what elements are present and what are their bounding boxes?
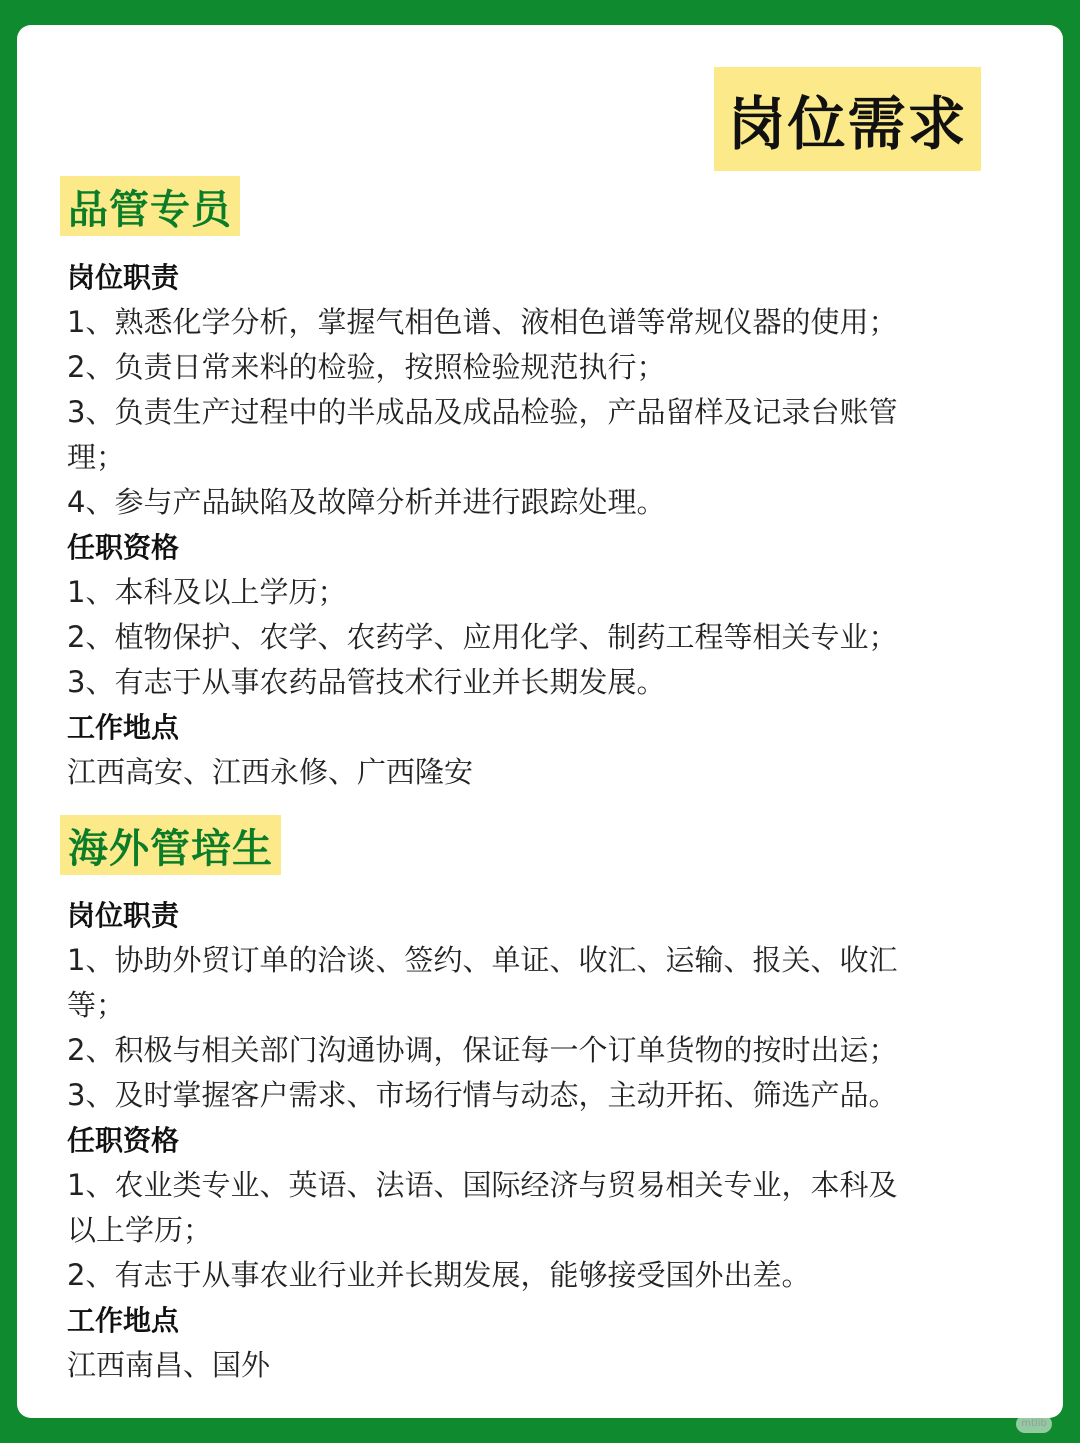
qualification-line: 3、有志于从事农药品管技术行业并长期发展。 xyxy=(67,665,666,699)
qualification-line: 以上学历； xyxy=(67,1213,213,1247)
job-title-overseas: 海外管培生 xyxy=(60,815,281,875)
duties-heading: 岗位职责 xyxy=(67,261,180,294)
qualification-line: 1、农业类专业、英语、法语、国际经济与贸易相关专业，本科及 xyxy=(67,1168,898,1202)
duties-heading: 岗位职责 xyxy=(67,899,180,932)
location-heading: 工作地点 xyxy=(67,711,180,744)
qualification-line: 1、本科及以上学历； xyxy=(67,575,347,609)
duty-line: 2、负责日常来料的检验，按照检验规范执行； xyxy=(67,350,666,384)
duty-line: 4、参与产品缺陷及故障分析并进行跟踪处理。 xyxy=(67,485,666,519)
qualifications-heading: 任职资格 xyxy=(67,1124,180,1157)
qualifications-heading: 任职资格 xyxy=(67,531,180,564)
location-heading: 工作地点 xyxy=(67,1304,180,1337)
job-overseas-section xyxy=(67,893,1027,1388)
location-text: 江西高安、江西永修、广西隆安 xyxy=(67,755,474,789)
duty-line: 1、熟悉化学分析，掌握气相色谱、液相色谱等常规仪器的使用； xyxy=(67,305,898,339)
location-text: 江西南昌、国外 xyxy=(67,1348,271,1382)
qualification-line: 2、植物保护、农学、农药学、应用化学、制药工程等相关专业； xyxy=(67,620,898,654)
duty-line: 理； xyxy=(67,440,126,474)
duty-line: 3、及时掌握客户需求、市场行情与动态，主动开拓、筛选产品。 xyxy=(67,1078,898,1112)
duty-line: 1、协助外贸订单的洽谈、签约、单证、收汇、运输、报关、收汇 xyxy=(67,943,898,977)
watermark-badge: mtlib xyxy=(1016,1415,1052,1433)
duty-line: 3、负责生产过程中的半成品及成品检验，产品留样及记录台账管 xyxy=(67,395,898,429)
job-title-quality: 品管专员 xyxy=(60,176,240,236)
job-quality-section xyxy=(67,255,1027,795)
duty-line: 2、积极与相关部门沟通协调，保证每一个订单货物的按时出运； xyxy=(67,1033,898,1067)
page-title: 岗位需求 xyxy=(714,67,981,171)
qualification-line: 2、有志于从事农业行业并长期发展，能够接受国外出差。 xyxy=(67,1258,811,1292)
duty-line: 等； xyxy=(67,988,126,1022)
